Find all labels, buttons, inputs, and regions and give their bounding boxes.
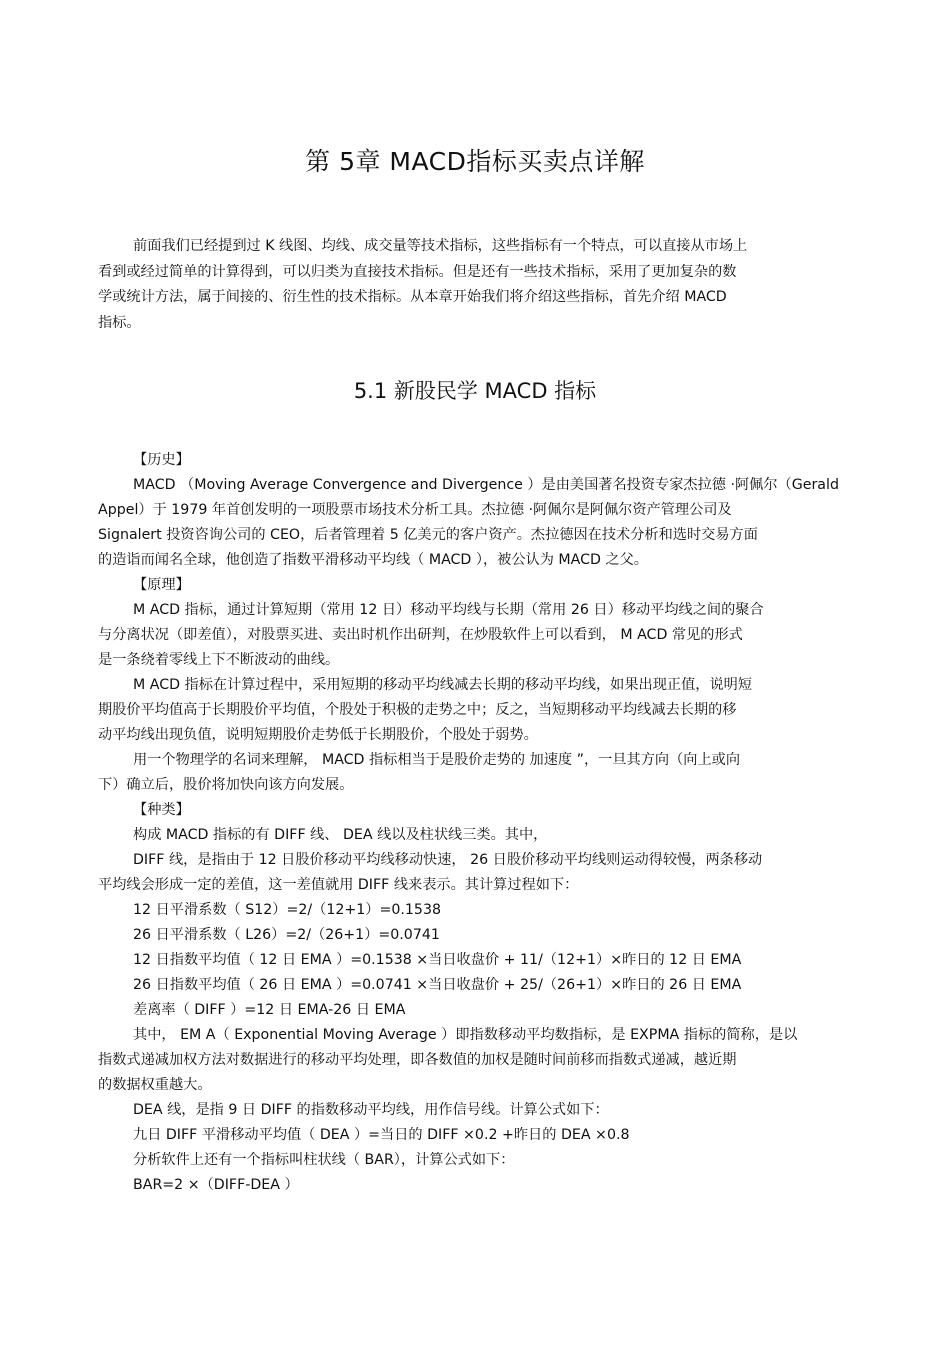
body-line: 平均线会形成一定的差值，这一差值就用 DIFF 线来表示。其计算过程如下： [98, 877, 579, 893]
chapter-title: 第 5章 MACD指标买卖点详解 [305, 147, 645, 176]
body-line: 九日 DIFF 平滑移动平均值（ DEA ）=当日的 DIFF ×0.2 +昨日的 DEA ×0.8 [133, 1127, 630, 1143]
body-line: Signalert 投资咨询公司的 CEO，后者管理着 5 亿美元的客户资产。杰拉德因在技术分析和选时交易方面 [98, 527, 758, 543]
body-line: 下）确立后，股价将加快向该方向发展。 [98, 777, 354, 793]
body-line: 指数式递减加权方法对数据进行的移动平均处理，即各数值的加权是随时间前移而指数式递减，越近期 [98, 1052, 737, 1068]
body-line: 12 日指数平均值（ 12 日 EMA ）=0.1538 ×当日收盘价 + 11/（12+1）×昨日的 12 日 EMA [133, 952, 742, 968]
body-line: 差离率（ DIFF ）=12 日 EMA-26 日 EMA [133, 1002, 406, 1018]
body-line: 动平均线出现负值，说明短期股价走势低于长期股价，个股处于弱势。 [98, 727, 538, 743]
body-line: 26 日指数平均值（ 26 日 EMA ）=0.0741 ×当日收盘价 + 25/（26+1）×昨日的 26 日 EMA [133, 977, 742, 993]
body-line: 其中， EM A（ Exponential Moving Average ）即指数移动平均数指标，是 EXPMA 指标的简称，是以 [133, 1027, 798, 1043]
intro-line: 学或统计方法，属于间接的、衍生性的技术指标。从本章开始我们将介绍这些指标，首先介绍 MACD [98, 289, 727, 305]
body-line: DEA 线，是指 9 日 DIFF 的指数移动平均线，用作信号线。计算公式如下： [133, 1102, 609, 1118]
intro-paragraph [98, 234, 838, 336]
body-line: 【种类】 [133, 802, 190, 818]
body-line: DIFF 线，是指由于 12 日股价移动平均线移动快速， 26 日股价移动平均线则运动得较慢，两条移动 [133, 852, 763, 868]
body-line: Appel）于 1979 年首创发明的一项股票市场技术分析工具。杰拉德 ·阿佩尔是阿佩尔资产管理公司及 [98, 502, 732, 518]
body-line: 期股价平均值高于长期股价平均值，个股处于积极的走势之中；反之，当短期移动平均线减去长期的移 [98, 702, 737, 718]
body-line: 用一个物理学的名词来理解， MACD 指标相当于是股价走势的 加速度 ”，一旦其方向（向上或向 [133, 752, 741, 768]
body-line: M ACD 指标在计算过程中，采用短期的移动平均线减去长期的移动平均线，如果出现正值，说明短 [133, 677, 753, 693]
section-title: 5.1 新股民学 MACD 指标 [353, 379, 597, 403]
body-line: 的造诣而闻名全球，他创造了指数平滑移动平均线（ MACD ），被公认为 MACD 之父。 [98, 552, 648, 568]
section-body [98, 448, 850, 1198]
body-line: 12 日平滑系数（ S12）=2/（12+1）=0.1538 [133, 902, 442, 918]
body-line: MACD （Moving Average Convergence and Divergence ）是由美国著名投资专家杰拉德 ·阿佩尔（Gerald [133, 477, 839, 493]
body-line: M ACD 指标，通过计算短期（常用 12 日）移动平均线与长期（常用 26 日）移动平均线之间的聚合 [133, 602, 764, 618]
body-line: 分析软件上还有一个指标叫柱状线（ BAR），计算公式如下： [133, 1152, 515, 1168]
body-line: 的数据权重越大。 [98, 1077, 212, 1093]
intro-line: 看到或经过简单的计算得到，可以归类为直接技术指标。但是还有一些技术指标，采用了更加复杂的数 [98, 263, 737, 280]
intro-line: 前面我们已经提到过 K 线图、均线、成交量等技术指标，这些指标有一个特点，可以直接从市场上 [133, 238, 748, 254]
body-line: 【原理】 [133, 577, 190, 593]
body-line: BAR=2 ×（DIFF-DEA ） [133, 1177, 299, 1193]
body-line: 是一条绕着零线上下不断波动的曲线。 [98, 652, 340, 668]
body-line: 构成 MACD 指标的有 DIFF 线、 DEA 线以及柱状线三类。其中， [133, 827, 548, 843]
intro-line: 指标。 [98, 314, 141, 331]
body-line: 与分离状况（即差值），对股票买进、卖出时机作出研判，在炒股软件上可以看到， M ACD 常见的形式 [98, 627, 743, 643]
body-line: 【历史】 [133, 452, 190, 468]
body-line: 26 日平滑系数（ L26）=2/（26+1）=0.0741 [133, 927, 440, 943]
